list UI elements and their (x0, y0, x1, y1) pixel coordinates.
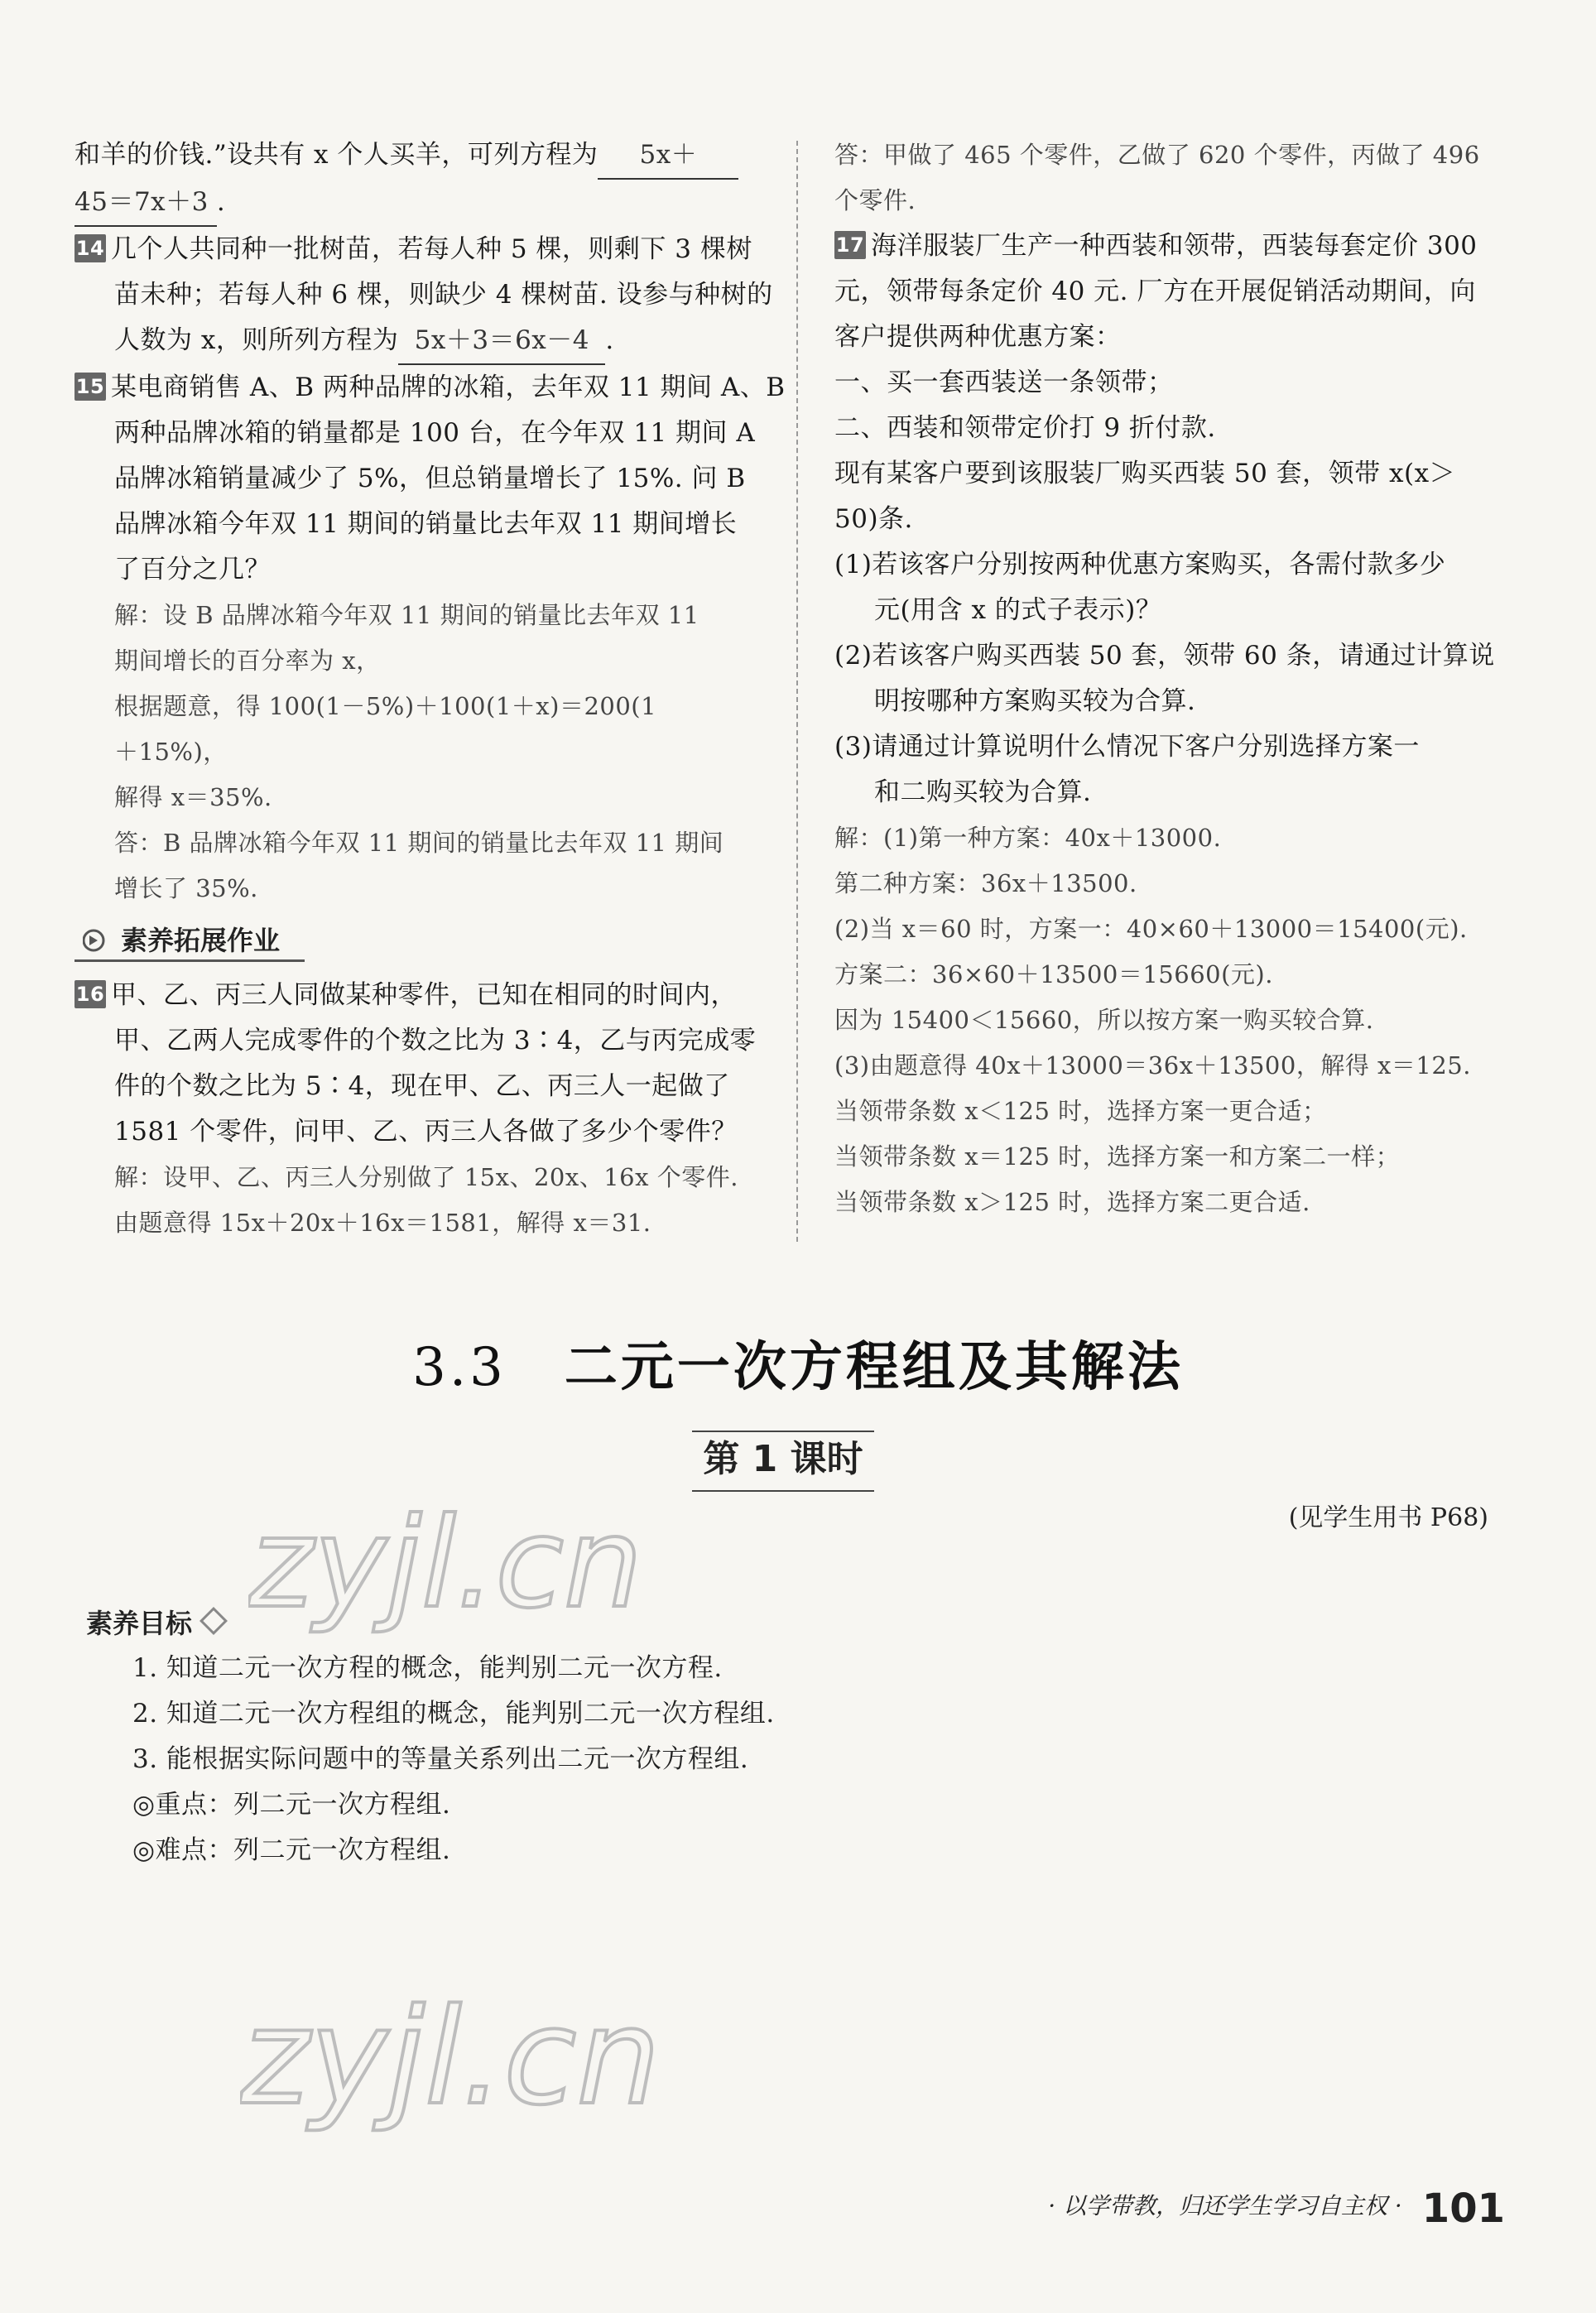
answer-line: 解：设甲、乙、丙三人分别做了 15x、20x、16x 个零件. (114, 1163, 738, 1191)
footer-slogan: · 以学带教，归还学生学习自主权 · (1048, 2192, 1402, 2219)
right-column (834, 132, 1521, 1225)
section-title (0, 1325, 1596, 1401)
question-number-badge: 14 (75, 234, 106, 262)
goal-item: 2. 知道二元一次方程组的概念，能判别二元一次方程组. (132, 1699, 775, 1729)
watermark-logo (240, 1979, 671, 2144)
continued-question: 和羊的价钱.”设共有 x 个人买羊，可列方程为 5x＋ (75, 132, 770, 180)
answer-blank: 45＝7x＋3 (75, 180, 217, 227)
question-number-badge: 15 (75, 373, 106, 401)
answer-line: 期间增长的百分率为 x， (114, 647, 381, 675)
answer-blank: 5x＋3＝6x－4 (398, 318, 605, 365)
question-number-badge: 16 (75, 980, 106, 1008)
svg-text:zyjl.cn: zyjl.cn (240, 1979, 661, 2134)
answer-line: 个零件. (834, 186, 916, 214)
section-number: 3.3 (412, 1337, 507, 1398)
question-14: 14 几个人共同种一批树苗，若每人种 5 棵，则剩下 3 棵树 苗未种；若每人种 6 棵，则缺少 4 棵树苗. 设参与种树的 人数为 x，则所列方程为 5x＋3＝6x－4 . (75, 227, 770, 365)
page-footer (1048, 2186, 1505, 2232)
arrow-icon (83, 928, 111, 953)
svg-text:zyjl.cn: zyjl.cn (248, 1492, 643, 1636)
answer-line: 解：设 B 品牌冰箱今年双 11 期间的销量比去年双 11 (114, 601, 699, 629)
answer-line: 当领带条数 x＜125 时，选择方案一更合适； (834, 1097, 1327, 1125)
answer-line: 答：B 品牌冰箱今年双 11 期间的销量比去年双 11 期间 (114, 829, 724, 857)
question-16: 16 甲、乙、丙三人同做某种零件，已知在相同的时间内， 甲、乙两人完成零件的个数之比为 3∶4，乙与丙完成零 件的个数之比为 5∶4，现在甲、乙、丙三人一起做了 1581 个零件，问甲、乙、丙三人各做了多少个零件？ 解：设甲、乙、丙三人分别做了 15x、20x、16x 个零件. 由题意得 15x＋20x＋16x＝1581，解得 x＝31. (75, 973, 770, 1246)
watermark-logo (248, 1490, 646, 1647)
answer-line: 由题意得 15x＋20x＋16x＝1581，解得 x＝31. (114, 1209, 651, 1237)
answer-line: 第二种方案：36x＋13500. (834, 869, 1137, 897)
goal-item: 3. 能根据实际问题中的等量关系列出二元一次方程组. (132, 1744, 749, 1774)
answer-line: 当领带条数 x＝125 时，选择方案一和方案二一样； (834, 1142, 1401, 1171)
answer-line: (2)当 x＝60 时，方案一：40×60＋13000＝15400(元). (834, 915, 1468, 943)
diamond-icon (200, 1607, 228, 1635)
goal-item: 1. 知道二元一次方程的概念，能判别二元一次方程. (132, 1653, 723, 1683)
lesson-label: 第 1 课时 (692, 1431, 874, 1492)
question-17: 17 海洋服装厂生产一种西装和领带，西装每套定价 300 元，领带每条定价 40 元. 厂方在开展促销活动期间，向 客户提供两种优惠方案： 一、买一套西装送一条领带； 二、西装和领带定价打 9 折付款. 现有某客户要到该服装厂购买西装 50 套，领带 x(x＞ 50)条. (1)若该客户分别按两种优惠方案购买，各需付款多少 元(用含 x 的式子表示)？ (2)若该客户购买西装 50 套，领带 60 条，请通过计算说 明按哪种方案购买较为合算. (3)请通过计算说明什么情况下客户分别选择方案一 和二购买较为合算. 解：(1)第一种方案：40x＋13000. 第二种方案：36x＋13500. (2)当 x＝60 时，方案一：40×60＋13000＝15400(元). 方案二：36×60＋13500＝15660(元). 因为 15400＜15660，所以按方案一购买较合算. (3)由题意得 40x＋13000＝36x＋13500，解得 x＝125. 当领带条数 x＜125 时，选择方案一更合适； 当领带条数 x＝125 时，选择方案一和方案二一样； 当领带条数 x＞125 时，选择方案二更合适. (834, 224, 1521, 1225)
section-title-text: 二元一次方程组及其解法 (564, 1337, 1184, 1398)
section-tag (75, 921, 770, 964)
answer-line: 方案二：36×60＋13500＝15660(元). (834, 960, 1273, 988)
question-15: 15 某电商销售 A、B 两种品牌的冰箱，去年双 11 期间 A、B 两种品牌冰箱的销量都是 100 台，在今年双 11 期间 A 品牌冰箱销量减少了 5%，但总销量增长了 15%. 问 B 品牌冰箱今年双 11 期间的销量比去年双 11 期间增长 了百分之几？ 解：设 B 品牌冰箱今年双 11 期间的销量比去年双 11 期间增长的百分率为 x， 根据题意，得 100(1－5%)＋100(1＋x)＝200(1 ＋15%)， 解得 x＝35%. 答：B 品牌冰箱今年双 11 期间的销量比去年双 11 期间 增长了 35%. (75, 365, 770, 911)
goal-item: ◎重点：列二元一次方程组. (132, 1790, 451, 1820)
answer-line: ＋15%)， (114, 738, 228, 766)
continued-question-line2: 45＝7x＋3 . (75, 180, 770, 227)
goals-list (132, 1646, 775, 1873)
answer-line: 解得 x＝35%. (114, 783, 272, 811)
left-column (75, 132, 786, 1246)
answer-line: 增长了 35%. (114, 874, 258, 902)
answer-line: 根据题意，得 100(1－5%)＋100(1＋x)＝200(1 (114, 692, 657, 720)
answer-blank: 5x＋ (598, 132, 738, 180)
question-number-badge: 17 (834, 231, 866, 259)
book-reference: (见学生用书 P68) (1288, 1503, 1488, 1532)
answer-line: 因为 15400＜15660，所以按方案一购买较合算. (834, 1006, 1374, 1034)
answer-line: 解：(1)第一种方案：40x＋13000. (834, 824, 1222, 852)
column-divider (796, 141, 798, 1242)
answer-line: 当领带条数 x＞125 时，选择方案二更合适. (834, 1188, 1310, 1216)
goals-heading: 素养目标 (86, 1603, 224, 1641)
answer-line: 答：甲做了 465 个零件，乙做了 620 个零件，丙做了 496 (834, 141, 1480, 169)
answer-line: (3)由题意得 40x＋13000＝36x＋13500，解得 x＝125. (834, 1051, 1471, 1080)
goal-item: ◎难点：列二元一次方程组. (132, 1835, 451, 1865)
section-tag-label: 素养拓展作业 (75, 921, 305, 962)
page-number: 101 (1421, 2186, 1505, 2232)
